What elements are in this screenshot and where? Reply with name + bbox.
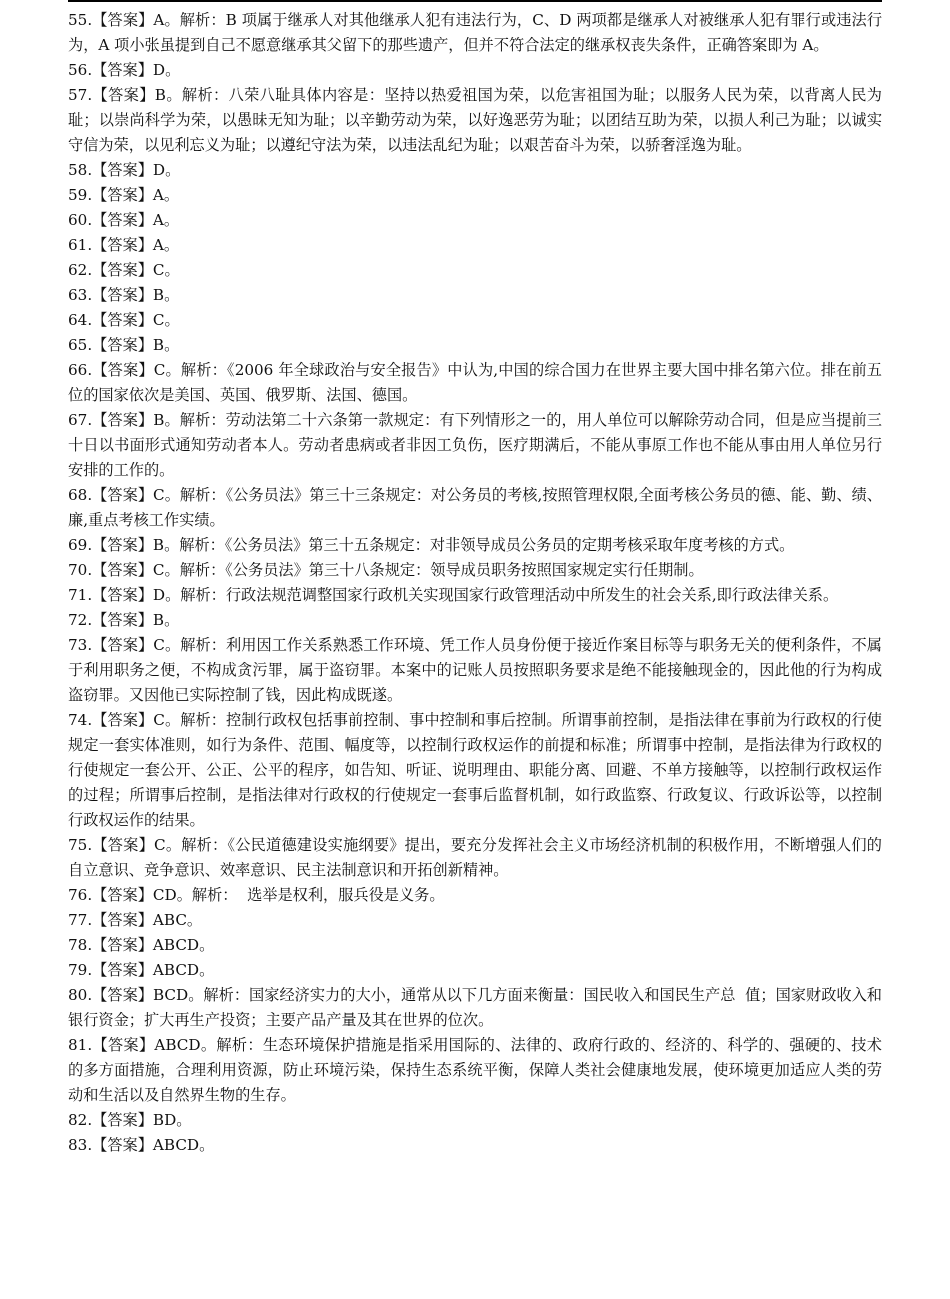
answer-68: 68.【答案】C。解析：《公务员法》第三十三条规定：对公务员的考核,按照管理权限,全面考核公务员的德、能、勤、绩、廉,重点考核工作实绩。 xyxy=(68,486,882,529)
answer-65: 65.【答案】B。 xyxy=(68,336,180,354)
answer-63: 63.【答案】B。 xyxy=(68,286,180,304)
answer-list xyxy=(68,8,882,1158)
answer-79: 79.【答案】ABCD。 xyxy=(68,961,215,979)
answer-73: 73.【答案】C。解析：利用因工作关系熟悉工作环境、凭工作人员身份便于接近作案目标等与职务无关的便利条件，不属于利用职务之便，不构成贪污罪，属于盗窃罪。本案中的记账人员按照职务要求是绝不能接触现金的，因此他的行为构成盗窃罪。又因他已实际控制了钱，因此构成既遂。 xyxy=(68,636,882,704)
answer-60: 60.【答案】A。 xyxy=(68,211,180,229)
answer-58: 58.【答案】D。 xyxy=(68,161,181,179)
answer-55: 55.【答案】A。解析：B 项属于继承人对其他继承人犯有违法行为，C、D 两项都是继承人对被继承人犯有罪行或违法行为，A 项小张虽提到自己不愿意继承其父留下的那些遗产，但并不符合法定的继承权丧失条件，正确答案即为 A。 xyxy=(68,11,882,54)
answer-83: 83.【答案】ABCD。 xyxy=(68,1136,215,1154)
answer-77: 77.【答案】ABC。 xyxy=(68,911,203,929)
answer-72: 72.【答案】B。 xyxy=(68,611,180,629)
answer-57: 57.【答案】B。解析：八荣八耻具体内容是：坚持以热爱祖国为荣，以危害祖国为耻；以服务人民为荣，以背离人民为耻；以崇尚科学为荣，以愚昧无知为耻；以辛勤劳动为荣，以好逸恶劳为耻；以团结互助为荣，以损人利己为耻；以诚实守信为荣，以见利忘义为耻；以遵纪守法为荣，以违法乱纪为耻；以艰苦奋斗为荣，以骄奢淫逸为耻。 xyxy=(68,86,882,154)
answer-62: 62.【答案】C。 xyxy=(68,261,180,279)
answer-81: 81.【答案】ABCD。解析：生态环境保护措施是指采用国际的、法律的、政府行政的、经济的、科学的、强硬的、技术的多方面措施，合理利用资源，防止环境污染，保持生态系统平衡，保障人类社会健康地发展，使环境更加适应人类的劳动和生活以及自然界生物的生存。 xyxy=(68,1036,882,1104)
answer-76: 76.【答案】CD。解析： 选举是权利，服兵役是义务。 xyxy=(68,886,445,904)
answer-70: 70.【答案】C。解析：《公务员法》第三十八条规定：领导成员职务按照国家规定实行任期制。 xyxy=(68,561,704,579)
answer-78: 78.【答案】ABCD。 xyxy=(68,936,215,954)
answer-64: 64.【答案】C。 xyxy=(68,311,180,329)
answer-80: 80.【答案】BCD。解析：国家经济实力的大小，通常从以下几方面来衡量：国民收入和国民生产总 值；国家财政收入和银行资金；扩大再生产投资；主要产品产量及其在世界的位次。 xyxy=(68,986,882,1029)
header-rule xyxy=(68,0,882,2)
answer-66: 66.【答案】C。解析：《2006 年全球政治与安全报告》中认为,中国的综合国力在世界主要大国中排名第六位。排在前五位的国家依次是美国、英国、俄罗斯、法国、德国。 xyxy=(68,361,882,404)
answer-82: 82.【答案】BD。 xyxy=(68,1111,192,1129)
answer-59: 59.【答案】A。 xyxy=(68,186,180,204)
answer-69: 69.【答案】B。解析：《公务员法》第三十五条规定：对非领导成员公务员的定期考核采取年度考核的方式。 xyxy=(68,536,795,554)
answer-71: 71.【答案】D。解析：行政法规范调整国家行政机关实现国家行政管理活动中所发生的社会关系,即行政法律关系。 xyxy=(68,586,839,604)
answer-75: 75.【答案】C。解析：《公民道德建设实施纲要》提出，要充分发挥社会主义市场经济机制的积极作用，不断增强人们的自立意识、竞争意识、效率意识、民主法制意识和开拓创新精神。 xyxy=(68,836,882,879)
answer-67: 67.【答案】B。解析：劳动法第二十六条第一款规定：有下列情形之一的，用人单位可以解除劳动合同，但是应当提前三十日以书面形式通知劳动者本人。劳动者患病或者非因工负伤，医疗期满后，不能从事原工作也不能从事由用人单位另行安排的工作的。 xyxy=(68,411,882,479)
answer-61: 61.【答案】A。 xyxy=(68,236,180,254)
answer-74: 74.【答案】C。解析：控制行政权包括事前控制、事中控制和事后控制。所谓事前控制，是指法律在事前为行政权的行使规定一套实体准则，如行为条件、范围、幅度等，以控制行政权运作的前提和标准；所谓事中控制，是指法律为行政权的行使规定一套公开、公正、公平的程序，如告知、听证、说明理由、职能分离、回避、不单方接触等，以控制行政权运作的过程；所谓事后控制，是指法律对行政权的行使规定一套事后监督机制，如行政监察、行政复议、行政诉讼等，以控制行政权运作的结果。 xyxy=(68,711,882,829)
answer-56: 56.【答案】D。 xyxy=(68,61,181,79)
